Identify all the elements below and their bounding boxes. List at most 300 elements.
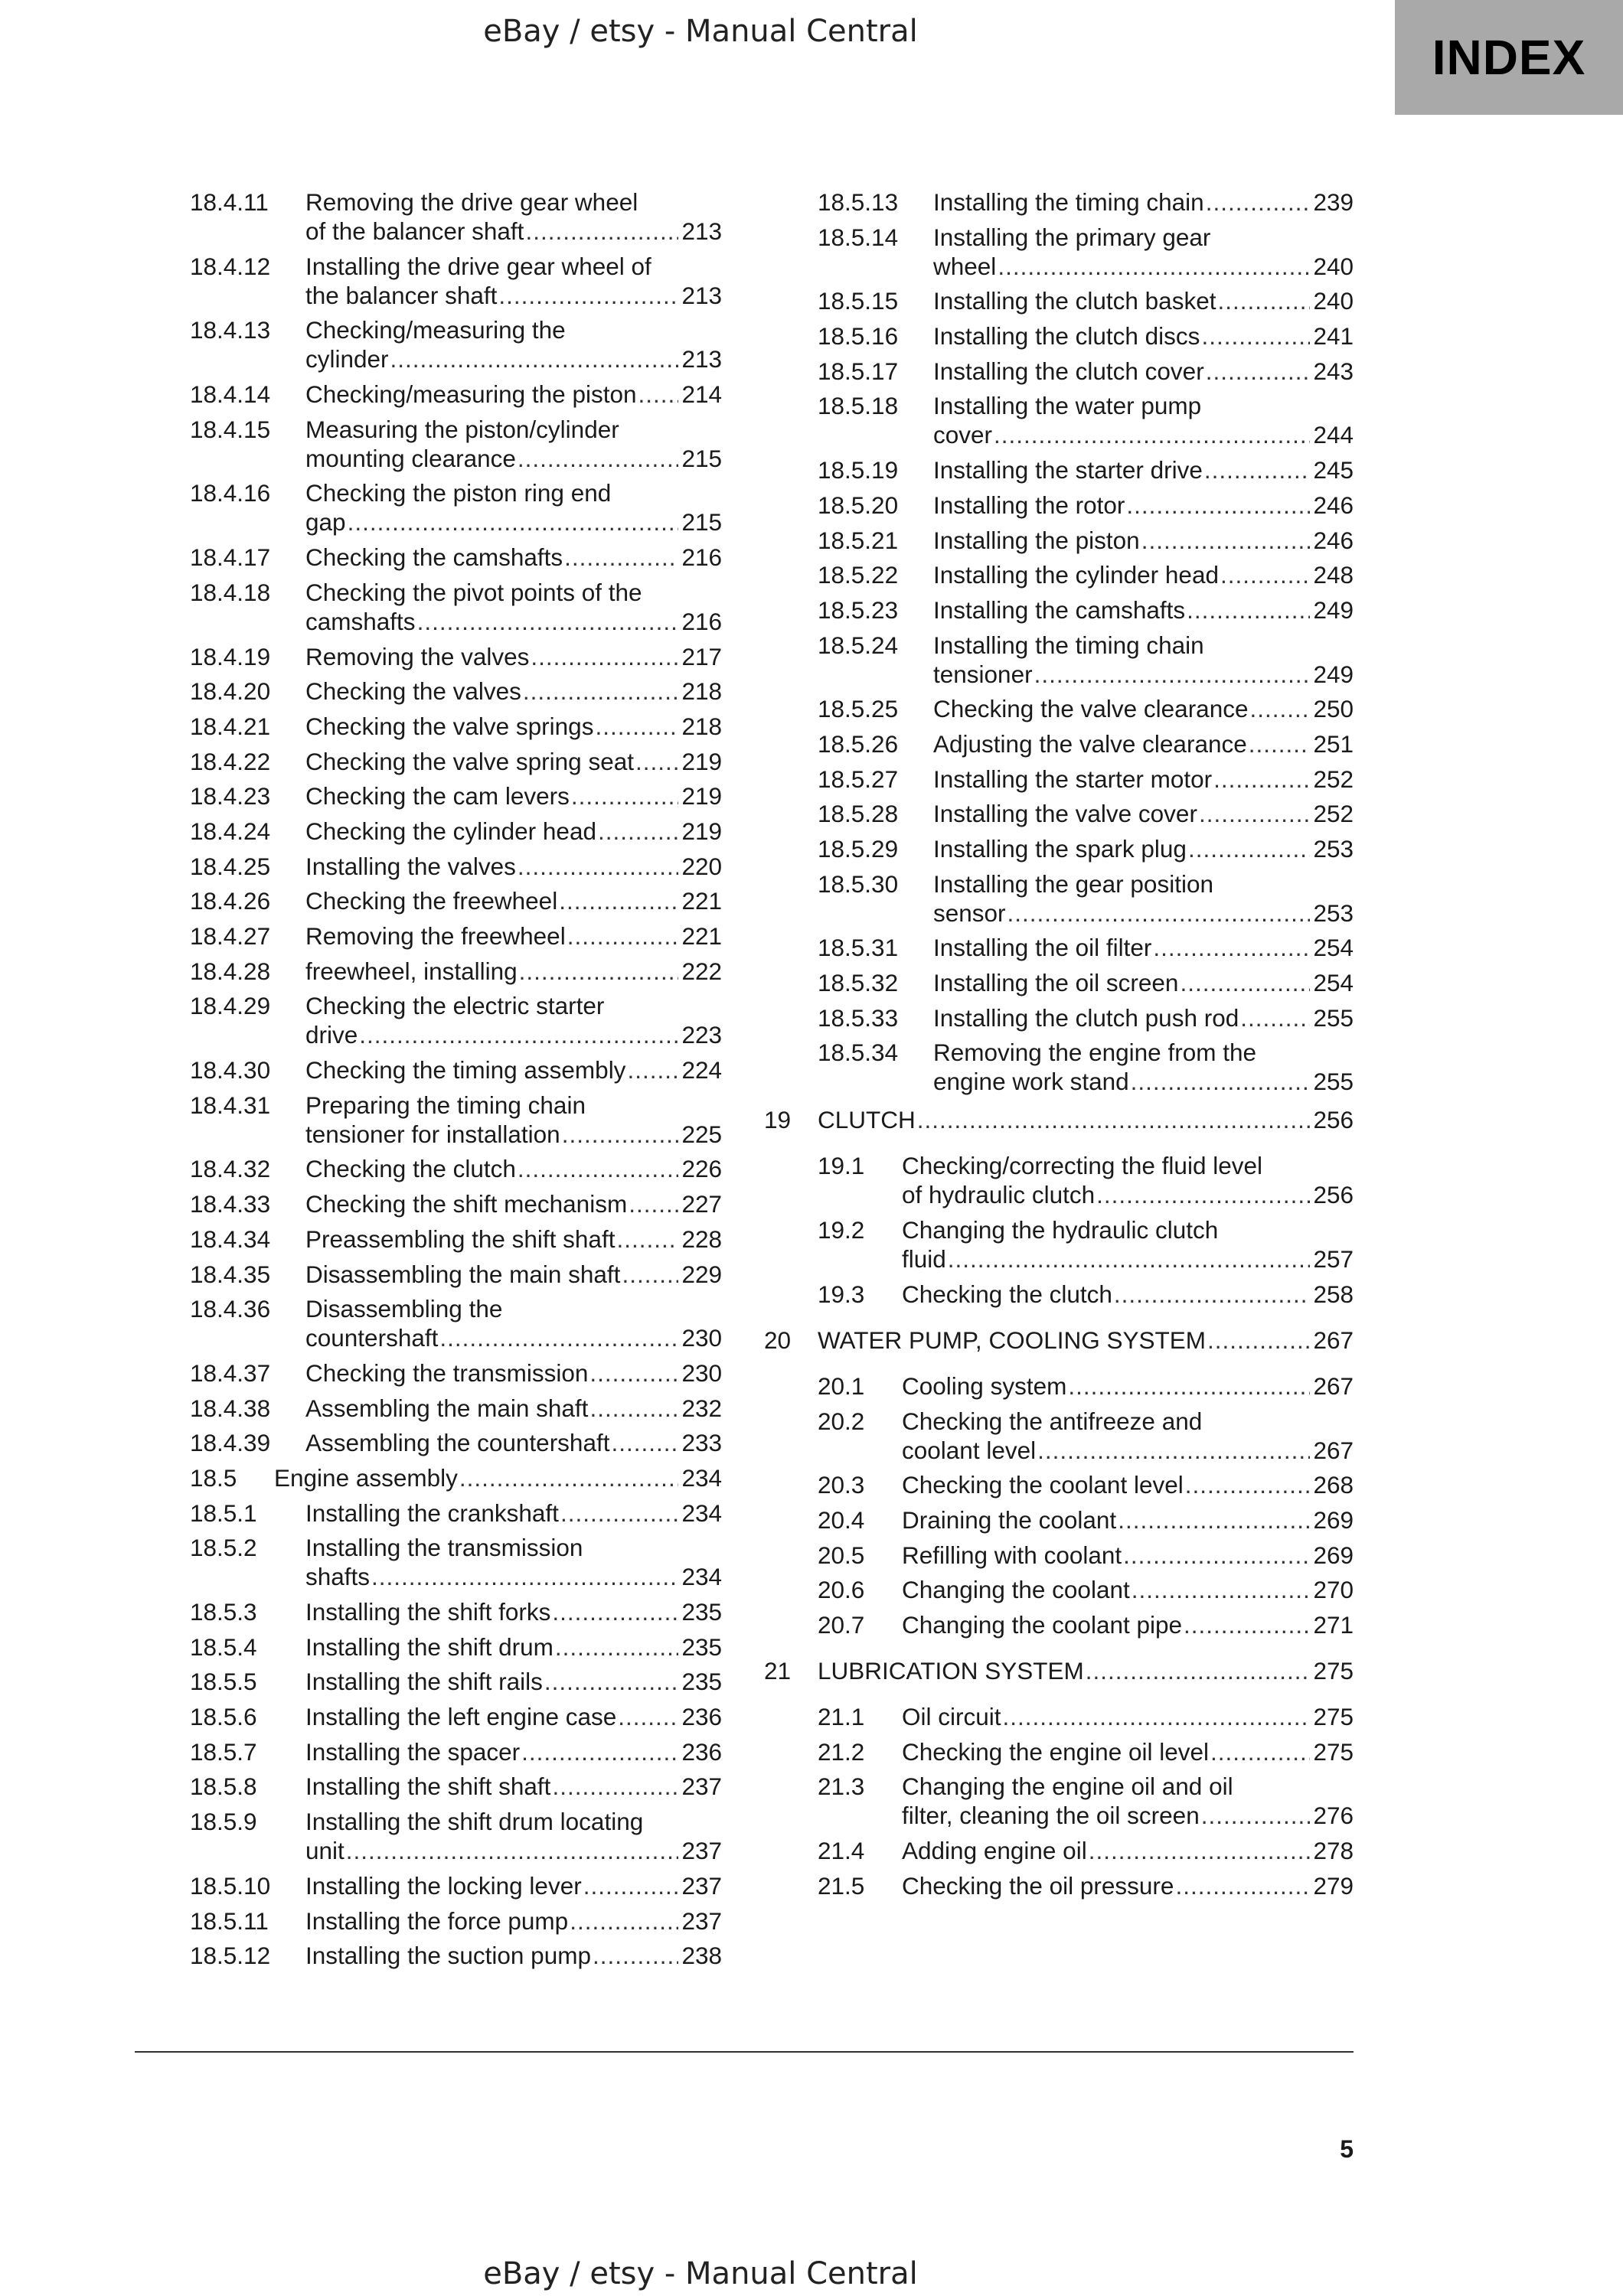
dot-leader <box>1188 834 1310 863</box>
toc-entry-number: 18.4.38 <box>190 1394 271 1422</box>
toc-entry <box>764 694 1354 723</box>
toc-entry <box>190 1702 722 1731</box>
toc-entry <box>190 1499 722 1528</box>
toc-entry <box>764 631 1354 689</box>
dot-leader <box>595 712 678 741</box>
toc-entry-page: 218 <box>681 677 722 706</box>
toc-entry-page: 254 <box>1313 969 1354 997</box>
toc-entry-page: 215 <box>681 444 722 472</box>
toc-entry <box>764 1656 1354 1685</box>
toc-entry-page: 234 <box>681 1563 722 1591</box>
dot-leader <box>359 1020 678 1049</box>
dot-leader <box>1132 1575 1311 1604</box>
toc-entry-title: Disassembling the <box>305 1295 503 1323</box>
toc-entry-title: Checking the valve springs <box>305 712 594 740</box>
toc-entry-title: Installing the piston <box>933 526 1140 554</box>
dot-leader <box>555 1632 679 1662</box>
toc-entry-number: 18.4.13 <box>190 316 271 344</box>
toc-entry <box>190 1906 722 1936</box>
dot-leader <box>531 642 678 671</box>
dot-leader <box>439 1323 678 1352</box>
toc-entry-page: 278 <box>1313 1837 1354 1864</box>
toc-entry-number: 19 <box>764 1106 792 1134</box>
toc-entry <box>764 1326 1354 1355</box>
toc-entry-page: 233 <box>681 1429 722 1457</box>
dot-leader <box>1034 660 1311 689</box>
toc-entry-page: 216 <box>681 607 722 635</box>
toc-entry-title: engine work stand <box>933 1068 1129 1096</box>
toc-entry-page: 230 <box>681 1358 722 1387</box>
toc-entry <box>190 315 722 373</box>
dot-leader <box>1210 1737 1310 1766</box>
toc-entry-page: 237 <box>681 1773 722 1801</box>
toc-entry <box>190 712 722 741</box>
toc-entry-page: 256 <box>1313 1181 1354 1209</box>
toc-entry-title: Installing the shift forks <box>305 1598 551 1626</box>
toc-entry-title: Checking the engine oil level <box>902 1737 1210 1766</box>
toc-entry <box>764 1541 1354 1570</box>
toc-entry <box>764 869 1354 928</box>
toc-entry-title: LUBRICATION SYSTEM <box>818 1656 1084 1684</box>
dot-leader <box>417 607 679 636</box>
toc-entry-title: Checking the transmission <box>305 1358 589 1387</box>
dot-leader <box>1201 1801 1311 1830</box>
toc-entry-page: 217 <box>681 642 722 670</box>
dot-leader <box>1249 729 1311 758</box>
toc-entry-number: 18.4.24 <box>190 817 271 845</box>
toc-entry <box>190 781 722 810</box>
toc-entry <box>764 1737 1354 1766</box>
toc-entry <box>764 968 1354 997</box>
toc-entry-title: Draining the coolant <box>902 1505 1117 1534</box>
toc-entry-number: 18.5.18 <box>818 392 899 420</box>
toc-entry-title: Installing the shift rails <box>305 1668 543 1696</box>
toc-entry-number: 18.5.2 <box>190 1534 257 1562</box>
toc-entry-number: 18.4.31 <box>190 1091 271 1119</box>
toc-entry-title: Checking the freewheel <box>305 887 558 915</box>
toc-entry-page: 237 <box>681 1871 722 1900</box>
toc-entry-page: 256 <box>1313 1106 1354 1134</box>
toc-entry-title: Checking the electric starter <box>305 992 605 1020</box>
toc-entry-number: 18.5.13 <box>818 188 899 216</box>
toc-entry <box>190 747 722 776</box>
dot-leader <box>1204 455 1311 484</box>
toc-entry-number: 18.4.11 <box>190 188 269 216</box>
dot-leader <box>1096 1180 1310 1209</box>
toc-entry-page: 275 <box>1313 1656 1354 1684</box>
toc-entry-number: 18.5.27 <box>818 765 899 793</box>
toc-entry-number: 18.4.15 <box>190 415 271 443</box>
toc-entry <box>190 478 722 536</box>
toc-entry-number: 19.2 <box>818 1216 865 1244</box>
dot-leader <box>994 420 1310 449</box>
toc-entry-number: 18.4.36 <box>190 1295 271 1323</box>
footer-watermark: eBay / etsy - Manual Central <box>483 2256 918 2291</box>
dot-leader <box>583 1871 679 1900</box>
toc-entry-title: the balancer shaft <box>305 281 498 309</box>
dot-leader <box>570 1906 678 1936</box>
toc-entry-title: Checking the clutch <box>902 1280 1112 1308</box>
toc-entry-number: 20.1 <box>818 1371 865 1400</box>
toc-entry <box>764 1470 1354 1499</box>
toc-entry <box>190 1154 722 1183</box>
toc-entry <box>190 415 722 473</box>
toc-entry-number: 18.5.30 <box>818 869 899 898</box>
toc-entry-page: 269 <box>1313 1541 1354 1569</box>
toc-entry-title: Checking the camshafts <box>305 543 563 572</box>
dot-leader <box>390 344 679 373</box>
toc-entry-title: Changing the engine oil and oil <box>902 1773 1233 1801</box>
toc-entry-title: unit <box>305 1837 345 1865</box>
dot-leader <box>567 921 679 951</box>
dot-leader <box>1180 968 1310 997</box>
toc-entry-number: 18.4.18 <box>190 578 271 606</box>
toc-entry-page: 244 <box>1313 421 1354 449</box>
toc-entry-number: 18.4.20 <box>190 677 271 706</box>
toc-entry-number: 18.5.16 <box>818 322 899 351</box>
toc-entry <box>764 1836 1354 1865</box>
toc-entry <box>190 1394 722 1423</box>
toc-entry-page: 238 <box>681 1942 722 1970</box>
toc-entry <box>190 1807 722 1865</box>
toc-entry-number: 18.4.29 <box>190 992 271 1020</box>
toc-entry-page: 232 <box>681 1394 722 1422</box>
toc-entry-number: 18.5.26 <box>818 729 899 758</box>
toc-entry-number: 18.4.19 <box>190 642 271 670</box>
toc-entry-page: 234 <box>681 1499 722 1527</box>
toc-entry <box>764 933 1354 962</box>
toc-entry-page: 220 <box>681 852 722 880</box>
dot-leader <box>571 781 679 810</box>
dot-leader <box>1187 595 1310 625</box>
toc-entry <box>764 1105 1354 1134</box>
toc-entry-page: 219 <box>681 747 722 775</box>
toc-entry-title: Installing the transmission <box>305 1534 583 1562</box>
toc-entry-number: 18.4.23 <box>190 782 271 810</box>
toc-entry-title: of the balancer shaft <box>305 217 524 245</box>
toc-entry-title: Installing the clutch basket <box>933 287 1216 315</box>
toc-entry <box>190 1091 722 1149</box>
dot-leader <box>1207 1326 1310 1355</box>
toc-entry-title: Adjusting the valve clearance <box>933 729 1247 758</box>
toc-entry <box>764 391 1354 449</box>
toc-entry <box>190 921 722 951</box>
toc-entry-title: Assembling the countershaft <box>305 1429 610 1457</box>
dot-leader <box>629 1189 678 1218</box>
toc-entry-title: Installing the crankshaft <box>305 1499 559 1527</box>
toc-entry-number: 20.3 <box>818 1471 865 1499</box>
toc-entry-title: Changing the hydraulic clutch <box>902 1216 1219 1244</box>
dot-leader <box>564 543 678 572</box>
dot-leader <box>998 252 1310 281</box>
toc-entry-title: Removing the valves <box>305 642 530 670</box>
index-tab: INDEX <box>1395 0 1623 115</box>
toc-entry-number: 20.6 <box>818 1576 865 1604</box>
toc-entry-number: 18.5.31 <box>818 934 899 962</box>
toc-entry-number: 20.2 <box>818 1407 865 1435</box>
toc-right-column <box>764 188 1354 1906</box>
toc-entry-title: Checking the pivot points of the <box>305 578 642 606</box>
toc-entry-title: Installing the water pump <box>933 392 1202 420</box>
dot-leader <box>638 380 679 409</box>
toc-entry-title: Installing the camshafts <box>933 595 1186 624</box>
toc-entry-number: 18.5.6 <box>190 1703 257 1731</box>
toc-entry-page: 255 <box>1313 1068 1354 1096</box>
toc-entry <box>764 560 1354 589</box>
toc-entry <box>190 817 722 846</box>
toc-left-column <box>190 188 722 1976</box>
toc-entry-number: 19.1 <box>818 1152 865 1180</box>
toc-entry-page: 235 <box>681 1598 722 1626</box>
toc-entry-title: Removing the drive gear wheel <box>305 188 638 216</box>
dot-leader <box>622 1260 678 1289</box>
toc-entry-number: 18.4.21 <box>190 712 271 740</box>
toc-entry-number: 18.5.19 <box>818 456 899 484</box>
toc-entry-number: 18.4.37 <box>190 1358 271 1387</box>
toc-entry-page: 240 <box>1313 252 1354 280</box>
dot-leader <box>518 1154 679 1183</box>
dot-leader <box>1213 765 1310 794</box>
toc-entry-number: 18.5.3 <box>190 1598 257 1626</box>
dot-leader <box>552 1772 678 1801</box>
toc-entry <box>190 1189 722 1218</box>
dot-leader <box>552 1597 678 1626</box>
toc-entry-page: 240 <box>1313 287 1354 315</box>
dot-leader <box>618 1702 678 1731</box>
toc-entry-title: Oil circuit <box>902 1702 1001 1730</box>
toc-entry-title: Installing the starter motor <box>933 765 1213 793</box>
toc-entry <box>764 455 1354 484</box>
dot-leader <box>1184 1610 1310 1639</box>
toc-entry-page: 224 <box>681 1056 722 1084</box>
toc-entry-number: 18.4.12 <box>190 252 271 280</box>
toc-entry-page: 221 <box>681 922 722 950</box>
dot-leader <box>1185 1470 1311 1499</box>
toc-entry-title: Installing the shift drum <box>305 1632 554 1661</box>
toc-entry <box>764 1371 1354 1401</box>
toc-entry-title: Installing the drive gear wheel of <box>305 252 651 280</box>
toc-entry-title: tensioner for installation <box>305 1120 560 1148</box>
toc-entry-title: Refilling with coolant <box>902 1541 1122 1569</box>
toc-entry-number: 18.5.12 <box>190 1942 271 1970</box>
toc-entry-title: Removing the engine from the <box>933 1039 1256 1067</box>
toc-entry-page: 249 <box>1313 660 1354 688</box>
dot-leader <box>635 747 678 776</box>
toc-entry <box>190 1055 722 1084</box>
toc-entry-number: 18.5.10 <box>190 1871 271 1900</box>
dot-leader <box>1118 1505 1310 1534</box>
toc-entry-number: 21.4 <box>818 1837 865 1864</box>
dot-leader <box>1037 1436 1310 1465</box>
toc-entry-page: 248 <box>1313 561 1354 589</box>
toc-entry-title: Installing the oil screen <box>933 969 1179 997</box>
toc-entry-number: 18.4.26 <box>190 887 271 915</box>
toc-entry-title: cylinder <box>305 345 389 373</box>
toc-entry-title: Assembling the main shaft <box>305 1394 589 1422</box>
toc-entry-number: 18.5.5 <box>190 1668 257 1696</box>
toc-entry-number: 18.4.27 <box>190 922 271 950</box>
toc-entry <box>190 886 722 915</box>
toc-entry <box>190 642 722 671</box>
toc-entry-title: Checking the timing assembly <box>305 1056 626 1084</box>
toc-entry-title: Checking/measuring the <box>305 316 566 344</box>
toc-entry-page: 236 <box>681 1703 722 1731</box>
toc-entry <box>190 1533 722 1591</box>
toc-entry-page: 253 <box>1313 899 1354 927</box>
toc-entry-number: 18.5.1 <box>190 1499 257 1527</box>
dot-leader <box>498 281 678 310</box>
toc-entry-page: 249 <box>1313 595 1354 624</box>
toc-entry-title: filter, cleaning the oil screen <box>902 1802 1200 1830</box>
footer-divider <box>135 2051 1354 2053</box>
dot-leader <box>521 1737 678 1766</box>
toc-entry <box>190 1428 722 1457</box>
toc-entry <box>764 1610 1354 1639</box>
toc-entry-page: 250 <box>1313 695 1354 723</box>
toc-entry <box>190 1737 722 1766</box>
toc-entry-page: 279 <box>1313 1871 1354 1900</box>
toc-entry-page: 219 <box>681 782 722 810</box>
toc-entry <box>764 1280 1354 1309</box>
toc-entry-number: 18.4.32 <box>190 1155 271 1183</box>
toc-entry-title: freewheel, installing <box>305 957 518 985</box>
toc-entry-title: Checking the valve clearance <box>933 695 1249 723</box>
toc-entry <box>190 1358 722 1388</box>
toc-entry <box>190 1597 722 1626</box>
toc-entry <box>764 188 1354 217</box>
dot-leader <box>917 1105 1311 1134</box>
toc-entry-number: 18.5.28 <box>818 800 899 828</box>
toc-entry-number: 18.5.29 <box>818 835 899 863</box>
toc-entry <box>764 223 1354 281</box>
toc-entry <box>190 1667 722 1696</box>
toc-entry-page: 253 <box>1313 835 1354 863</box>
toc-entry-title: Installing the starter drive <box>933 456 1203 484</box>
toc-entry-title: gap <box>305 508 346 536</box>
toc-entry <box>764 1505 1354 1534</box>
dot-leader <box>1089 1836 1311 1865</box>
toc-entry-title: sensor <box>933 899 1006 927</box>
toc-entry-number: 18.5.32 <box>818 969 899 997</box>
toc-entry-title: Checking the antifreeze and <box>902 1407 1203 1435</box>
toc-entry-title: Checking the clutch <box>305 1155 516 1183</box>
toc-entry-title: Installing the clutch discs <box>933 322 1200 351</box>
toc-entry-page: 214 <box>681 380 722 409</box>
toc-entry-page: 236 <box>681 1737 722 1766</box>
header-watermark: eBay / etsy - Manual Central <box>483 14 918 49</box>
toc-entry-title: Removing the freewheel <box>305 922 566 950</box>
dot-leader <box>1123 1541 1310 1570</box>
toc-entry-number: 18.4.25 <box>190 852 271 880</box>
toc-entry <box>764 595 1354 625</box>
toc-entry-number: 18.4.14 <box>190 380 271 409</box>
toc-entry-number: 18.5 <box>190 1463 237 1492</box>
toc-entry-title: Checking the valve spring seat <box>305 747 634 775</box>
toc-entry-page: 255 <box>1313 1003 1354 1032</box>
dot-leader <box>525 217 678 246</box>
dot-leader <box>1114 1280 1311 1309</box>
toc-entry-page: 268 <box>1313 1471 1354 1499</box>
toc-entry-number: 18.4.17 <box>190 543 271 572</box>
toc-entry <box>764 1215 1354 1274</box>
toc-entry-number: 20.5 <box>818 1541 865 1569</box>
toc-entry-page: 213 <box>681 281 722 309</box>
dot-leader <box>459 1463 679 1492</box>
dot-leader <box>627 1055 678 1084</box>
toc-entry-number: 18.4.34 <box>190 1225 271 1253</box>
toc-entry <box>190 1632 722 1662</box>
toc-entry <box>190 1941 722 1970</box>
dot-leader <box>611 1428 678 1457</box>
toc-entry-number: 18.5.33 <box>818 1003 899 1032</box>
toc-entry-page: 241 <box>1313 322 1354 351</box>
dot-leader <box>1086 1656 1311 1685</box>
toc-entry-title: mounting clearance <box>305 444 516 472</box>
toc-entry-title: Installing the timing chain <box>933 631 1204 659</box>
toc-entry-title: Installing the left engine case <box>305 1703 617 1731</box>
toc-entry-title: Installing the shift drum locating <box>305 1808 644 1836</box>
toc-entry-page: 275 <box>1313 1702 1354 1730</box>
toc-entry-number: 20 <box>764 1326 792 1354</box>
toc-entry-title: Changing the coolant pipe <box>902 1610 1183 1639</box>
toc-entry-number: 21.1 <box>818 1702 865 1730</box>
dot-leader <box>559 886 678 915</box>
toc-entry-page: 252 <box>1313 800 1354 828</box>
dot-leader <box>1240 1003 1310 1032</box>
toc-entry <box>764 526 1354 555</box>
toc-entry-number: 18.5.20 <box>818 491 899 519</box>
toc-entry-title: Checking the oil pressure <box>902 1871 1174 1900</box>
toc-entry-title: countershaft <box>305 1324 439 1352</box>
toc-entry-title: drive <box>305 1021 358 1049</box>
toc-entry-title: Installing the suction pump <box>305 1942 591 1970</box>
toc-entry-title: Installing the force pump <box>305 1906 569 1935</box>
toc-entry-page: 230 <box>681 1324 722 1352</box>
toc-entry-number: 18.4.22 <box>190 747 271 775</box>
dot-leader <box>523 677 679 706</box>
dot-leader <box>518 444 679 473</box>
toc-entry-title: shafts <box>305 1563 371 1591</box>
dot-leader <box>518 852 679 881</box>
toc-entry-page: 229 <box>681 1260 722 1288</box>
toc-entry-page: 254 <box>1313 934 1354 962</box>
toc-entry-title: Installing the locking lever <box>305 1871 582 1900</box>
dot-leader <box>519 957 679 986</box>
toc-entry <box>190 188 722 246</box>
toc-entry-title: Checking the piston ring end <box>305 479 612 507</box>
dot-leader <box>562 1120 679 1149</box>
toc-entry <box>190 1772 722 1801</box>
toc-entry <box>764 1038 1354 1096</box>
toc-entry-title: Installing the valve cover <box>933 800 1197 828</box>
toc-entry <box>764 357 1354 386</box>
toc-entry-page: 245 <box>1313 456 1354 484</box>
toc-entry-title: Checking the shift mechanism <box>305 1190 628 1218</box>
dot-leader <box>1217 286 1310 315</box>
dot-leader <box>1175 1871 1310 1900</box>
toc-entry-title: Installing the spark plug <box>933 835 1187 863</box>
toc-entry-title: Disassembling the main shaft <box>305 1260 621 1288</box>
toc-entry-number: 21.3 <box>818 1773 865 1801</box>
toc-entry-title: Installing the clutch cover <box>933 357 1204 385</box>
toc-entry <box>764 834 1354 863</box>
toc-entry <box>190 1871 722 1900</box>
toc-entry-title: Installing the clutch push rod <box>933 1003 1239 1032</box>
toc-entry-page: 269 <box>1313 1505 1354 1534</box>
toc-entry <box>764 1871 1354 1900</box>
toc-entry-page: 234 <box>681 1463 722 1492</box>
toc-entry-page: 243 <box>1313 357 1354 385</box>
